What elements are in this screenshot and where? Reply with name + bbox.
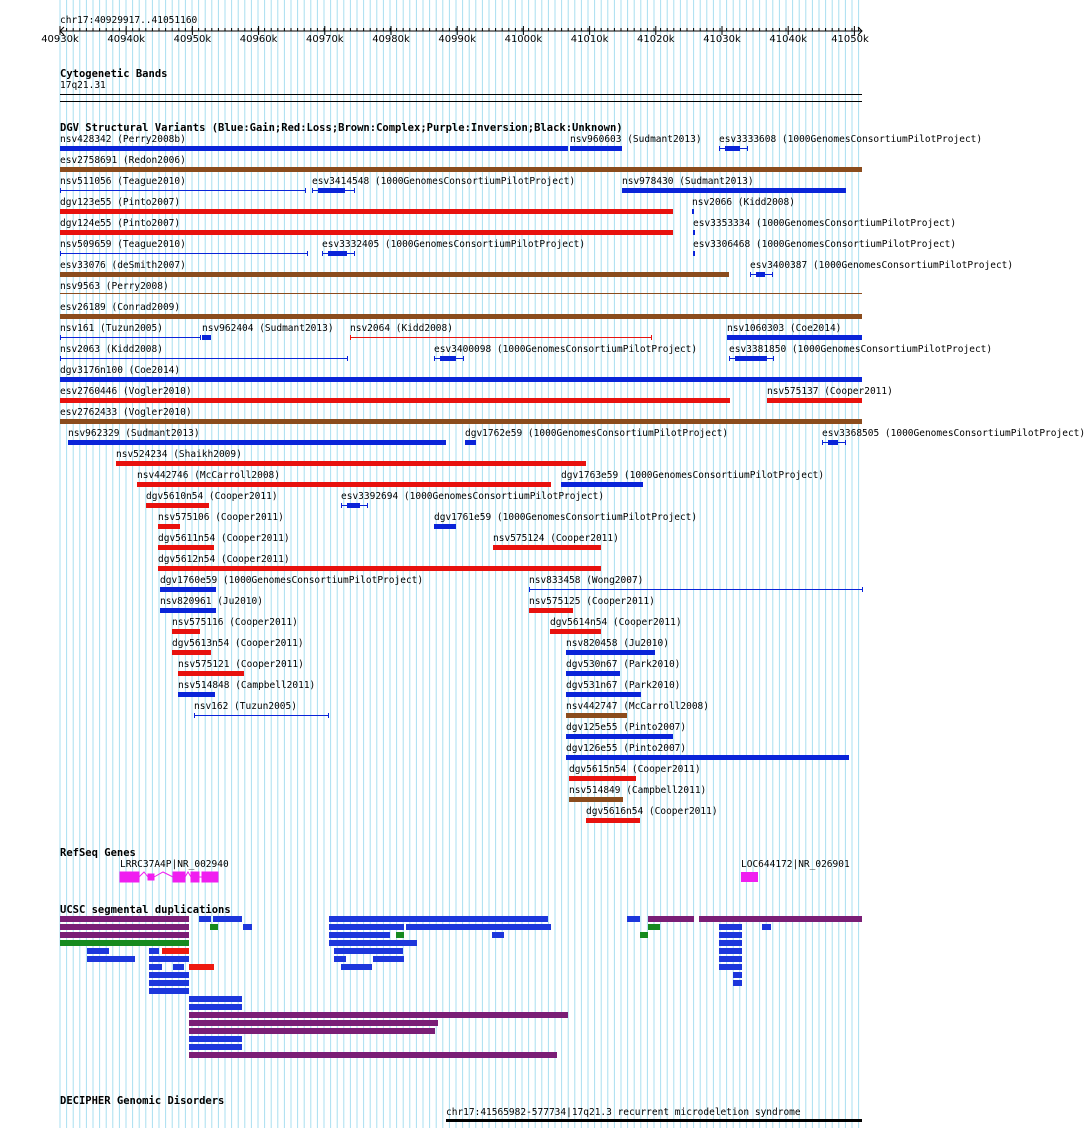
- cytoband-label: 17q21.31: [60, 80, 106, 91]
- dgv-feature-label[interactable]: esv26189 (Conrad2009): [60, 302, 181, 313]
- dgv-feature-label[interactable]: nsv2066 (Kidd2008): [692, 197, 795, 208]
- dgv-track-title[interactable]: DGV Structural Variants (Blue:Gain;Red:Loss;Brown:Complex;Purple:Inversion;Black:Unknown): [60, 122, 623, 134]
- segdup-block: [341, 964, 372, 970]
- dgv-feature-block[interactable]: [828, 440, 838, 445]
- dgv-feature-label[interactable]: dgv530n67 (Park2010): [566, 659, 681, 670]
- dgv-feature-label[interactable]: esv3333608 (1000GenomesConsortiumPilotProject): [719, 134, 983, 145]
- dgv-feature-label[interactable]: esv2758691 (Redon2006): [60, 155, 186, 166]
- segdup-block: [719, 924, 742, 930]
- ruler-tick-label: 41050k: [831, 34, 869, 45]
- dgv-feature-bar[interactable]: [767, 398, 862, 403]
- dgv-feature-bar[interactable]: [493, 545, 601, 550]
- dgv-feature-cap: [750, 272, 751, 277]
- segdup-block: [189, 1004, 242, 1010]
- dgv-feature-label[interactable]: esv33076 (deSmith2007): [60, 260, 186, 271]
- dgv-feature-label[interactable]: dgv1761e59 (1000GenomesConsortiumPilotProject): [434, 512, 698, 523]
- segdup-block: [719, 964, 742, 970]
- segdup-block: [733, 972, 742, 978]
- dgv-feature-label[interactable]: dgv5610n54 (Cooper2011): [146, 491, 278, 502]
- segdup-block: [189, 1036, 242, 1042]
- dgv-feature-label[interactable]: dgv3176n100 (Coe2014): [60, 365, 181, 376]
- segdup-block: [719, 948, 742, 954]
- dgv-feature-cap: [200, 335, 201, 340]
- position-label: chr17:40929917..41051160: [60, 15, 198, 26]
- dgv-feature-cap: [328, 713, 329, 718]
- dgv-feature-label[interactable]: dgv531n67 (Park2010): [566, 680, 681, 691]
- dgv-feature-label[interactable]: esv3392694 (1000GenomesConsortiumPilotProject): [341, 491, 605, 502]
- segdup-block: [60, 940, 189, 946]
- dgv-feature-bar[interactable]: [158, 524, 180, 529]
- refseq-gene-label[interactable]: LRRC37A4P|NR_002940: [120, 859, 229, 870]
- dgv-feature-bar[interactable]: [178, 692, 215, 697]
- dgv-feature-cap: [350, 335, 351, 340]
- segdup-block: [329, 916, 548, 922]
- dgv-feature-cap: [747, 146, 748, 151]
- dgv-feature-label[interactable]: esv3400387 (1000GenomesConsortiumPilotProject): [750, 260, 1014, 271]
- segdup-block: [189, 1020, 438, 1026]
- dgv-feature-label[interactable]: nsv161 (Tuzun2005): [60, 323, 163, 334]
- dgv-feature-bar[interactable]: [68, 440, 446, 445]
- dgv-feature-bar[interactable]: [566, 713, 627, 718]
- ruler-tick-label: 40930k: [41, 34, 79, 45]
- segdup-block: [699, 916, 862, 922]
- dgv-feature-bar[interactable]: [146, 503, 209, 508]
- dgv-feature-label[interactable]: nsv514849 (Campbell2011): [569, 785, 707, 796]
- decipher-track-title[interactable]: DECIPHER Genomic Disorders: [60, 1095, 225, 1107]
- dgv-feature-bar[interactable]: [172, 629, 200, 634]
- dgv-feature-block[interactable]: [735, 356, 767, 361]
- dgv-feature-label[interactable]: esv2760446 (Vogler2010): [60, 386, 192, 397]
- dgv-feature-label[interactable]: esv3414548 (1000GenomesConsortiumPilotProject): [312, 176, 576, 187]
- dgv-feature-label[interactable]: nsv511056 (Teague2010): [60, 176, 186, 187]
- segdup-block: [213, 916, 242, 922]
- ruler-tick-label: 40960k: [239, 34, 278, 45]
- dgv-feature-cap: [729, 356, 730, 361]
- segdup-block: [329, 940, 417, 946]
- dgv-feature-cap: [354, 251, 355, 256]
- dgv-feature-label[interactable]: nsv575121 (Cooper2011): [178, 659, 304, 670]
- lrrc37a4p-gene: [120, 872, 218, 882]
- dgv-feature-cap: [845, 440, 846, 445]
- dgv-feature-label[interactable]: nsv1060303 (Coe2014): [727, 323, 842, 334]
- dgv-feature-bar[interactable]: [60, 146, 568, 151]
- dgv-feature-bar[interactable]: [60, 272, 729, 277]
- dgv-feature-label[interactable]: nsv978430 (Sudmant2013): [622, 176, 754, 187]
- segdup-block: [492, 932, 504, 938]
- ruler-tick-label: 40950k: [173, 34, 212, 45]
- dgv-feature-label[interactable]: nsv2064 (Kidd2008): [350, 323, 453, 334]
- dgv-feature-bar[interactable]: [529, 608, 573, 613]
- dgv-feature-line[interactable]: [60, 337, 200, 338]
- dgv-feature-cap: [60, 335, 61, 340]
- ruler-tick-label: 41030k: [703, 34, 741, 45]
- dgv-feature-label[interactable]: esv2762433 (Vogler2010): [60, 407, 192, 418]
- dgv-feature-cap: [719, 146, 720, 151]
- dgv-feature-label[interactable]: nsv960603 (Sudmant2013): [570, 134, 702, 145]
- dgv-feature-bar[interactable]: [693, 230, 695, 235]
- segdup-block: [189, 1028, 435, 1034]
- dgv-feature-label[interactable]: esv3332405 (1000GenomesConsortiumPilotProject): [322, 239, 586, 250]
- dgv-feature-bar[interactable]: [158, 545, 214, 550]
- dgv-feature-bar[interactable]: [60, 419, 862, 424]
- dgv-feature-block[interactable]: [328, 251, 347, 256]
- dgv-feature-label[interactable]: nsv820458 (Ju2010): [566, 638, 669, 649]
- segdup-block: [396, 932, 404, 938]
- segdup-block: [60, 924, 189, 930]
- dgv-feature-bar[interactable]: [569, 797, 623, 802]
- refseq-gene-label[interactable]: LOC644172|NR_026901: [741, 859, 850, 870]
- dgv-feature-line[interactable]: [60, 190, 305, 191]
- segdup-block: [627, 916, 640, 922]
- cytoband-line: [60, 94, 862, 95]
- dgv-feature-label[interactable]: dgv5615n54 (Cooper2011): [569, 764, 701, 775]
- segdup-block: [149, 956, 189, 962]
- dgv-feature-label[interactable]: dgv5612n54 (Cooper2011): [158, 554, 290, 565]
- dgv-feature-line[interactable]: [350, 337, 651, 338]
- dgv-feature-label[interactable]: dgv126e55 (Pinto2007): [566, 743, 687, 754]
- segdup-block: [329, 924, 404, 930]
- dgv-feature-label[interactable]: nsv514848 (Campbell2011): [178, 680, 316, 691]
- dgv-feature-label[interactable]: dgv1760e59 (1000GenomesConsortiumPilotProject): [160, 575, 424, 586]
- dgv-feature-bar[interactable]: [561, 482, 643, 487]
- segdup-block: [648, 924, 660, 930]
- dgv-feature-line[interactable]: [60, 253, 307, 254]
- dgv-feature-cap: [60, 356, 61, 361]
- dgv-feature-block[interactable]: [318, 188, 345, 193]
- dgv-feature-label[interactable]: nsv162 (Tuzun2005): [194, 701, 297, 712]
- dgv-feature-cap: [862, 587, 863, 592]
- dgv-feature-bar[interactable]: [693, 251, 695, 256]
- dgv-feature-cap: [651, 335, 652, 340]
- dgv-feature-label[interactable]: dgv5614n54 (Cooper2011): [550, 617, 682, 628]
- dgv-feature-label[interactable]: esv3306468 (1000GenomesConsortiumPilotProject): [693, 239, 957, 250]
- dgv-feature-label[interactable]: nsv9563 (Perry2008): [60, 281, 169, 292]
- dgv-feature-cap: [773, 356, 774, 361]
- segdup-block: [149, 980, 189, 986]
- segdup-block: [762, 924, 771, 930]
- segdup-block: [199, 916, 211, 922]
- segdup-block: [149, 964, 162, 970]
- dgv-feature-bar[interactable]: [727, 335, 862, 340]
- dgv-feature-label[interactable]: esv3400098 (1000GenomesConsortiumPilotProject): [434, 344, 698, 355]
- ruler-tick-label: 40990k: [438, 34, 476, 45]
- loc644172-gene: [741, 872, 758, 882]
- dgv-feature-label[interactable]: nsv524234 (Shaikh2009): [116, 449, 242, 460]
- dgv-feature-cap: [463, 356, 464, 361]
- segdup-block: [60, 932, 189, 938]
- dgv-feature-label[interactable]: dgv5616n54 (Cooper2011): [586, 806, 718, 817]
- dgv-feature-bar[interactable]: [60, 230, 673, 235]
- ruler-tick-label: 40980k: [372, 34, 410, 45]
- dgv-feature-cap: [772, 272, 773, 277]
- decipher-feature-bar[interactable]: [446, 1119, 862, 1122]
- ruler-tick-label: 40940k: [107, 34, 145, 45]
- dgv-feature-bar[interactable]: [137, 482, 551, 487]
- dgv-feature-line[interactable]: [194, 715, 328, 716]
- segdup-block: [189, 1052, 557, 1058]
- dgv-feature-bar[interactable]: [60, 377, 862, 382]
- segdup-block: [733, 980, 742, 986]
- dgv-feature-bar[interactable]: [569, 776, 636, 781]
- dgv-feature-bar[interactable]: [172, 650, 211, 655]
- segdup-block: [719, 956, 742, 962]
- dgv-feature-label[interactable]: nsv833458 (Wong2007): [529, 575, 644, 586]
- dgv-feature-label[interactable]: nsv575106 (Cooper2011): [158, 512, 284, 523]
- dgv-feature-bar[interactable]: [566, 734, 673, 739]
- dgv-feature-block[interactable]: [347, 503, 360, 508]
- dgv-feature-label[interactable]: nsv575116 (Cooper2011): [172, 617, 298, 628]
- dgv-feature-bar[interactable]: [692, 209, 694, 214]
- dgv-feature-bar[interactable]: [566, 650, 655, 655]
- dgv-feature-bar[interactable]: [586, 818, 640, 823]
- segdup-block: [189, 996, 242, 1002]
- segdup-block: [87, 948, 109, 954]
- dgv-feature-label[interactable]: nsv575124 (Cooper2011): [493, 533, 619, 544]
- dgv-feature-label[interactable]: esv3381850 (1000GenomesConsortiumPilotProject): [729, 344, 993, 355]
- dgv-feature-bar[interactable]: [434, 524, 456, 529]
- dgv-feature-bar[interactable]: [60, 398, 730, 403]
- segdup-block: [60, 916, 189, 922]
- dgv-feature-label[interactable]: dgv1762e59 (1000GenomesConsortiumPilotProject): [465, 428, 729, 439]
- dgv-feature-block[interactable]: [756, 272, 765, 277]
- dgv-feature-label[interactable]: dgv1763e59 (1000GenomesConsortiumPilotProject): [561, 470, 825, 481]
- decipher-feature-label[interactable]: chr17:41565982-577734|17q21.3 recurrent microdeletion syndrome: [446, 1107, 801, 1118]
- ruler-tick-label: 41010k: [570, 34, 609, 45]
- dgv-feature-label[interactable]: nsv442746 (McCarroll2008): [137, 470, 280, 481]
- dgv-feature-label[interactable]: nsv820961 (Ju2010): [160, 596, 263, 607]
- dgv-feature-bar[interactable]: [570, 146, 622, 151]
- ruler-tick-label: 41040k: [769, 34, 807, 45]
- segdup-block: [719, 940, 742, 946]
- dgv-feature-bar[interactable]: [178, 671, 244, 676]
- dgv-feature-label[interactable]: dgv5611n54 (Cooper2011): [158, 533, 290, 544]
- dgv-feature-cap: [194, 713, 195, 718]
- dgv-feature-label[interactable]: dgv125e55 (Pinto2007): [566, 722, 687, 733]
- dgv-feature-label[interactable]: nsv2063 (Kidd2008): [60, 344, 163, 355]
- dgv-feature-cap: [529, 587, 530, 592]
- segdup-block: [189, 1012, 568, 1018]
- dgv-feature-bar[interactable]: [465, 440, 476, 445]
- segdup-block: [640, 932, 648, 938]
- dgv-feature-bar[interactable]: [116, 461, 586, 466]
- dgv-feature-cap: [341, 503, 342, 508]
- dgv-feature-bar[interactable]: [160, 608, 216, 613]
- dgv-feature-label[interactable]: nsv962329 (Sudmant2013): [68, 428, 200, 439]
- dgv-feature-label[interactable]: esv3368505 (1000GenomesConsortiumPilotProject): [822, 428, 1085, 439]
- dgv-feature-line[interactable]: [60, 358, 347, 359]
- segdup-block: [719, 932, 742, 938]
- dgv-feature-bar[interactable]: [566, 671, 620, 676]
- dgv-feature-label[interactable]: nsv575137 (Cooper2011): [767, 386, 893, 397]
- dgv-feature-cap: [367, 503, 368, 508]
- dgv-feature-cap: [307, 251, 308, 256]
- dgv-feature-cap: [312, 188, 313, 193]
- ruler-tick-label: 41000k: [504, 34, 543, 45]
- segdup-block: [87, 956, 135, 962]
- segdup-block: [189, 1044, 242, 1050]
- segdup-block: [329, 932, 390, 938]
- dgv-feature-label[interactable]: esv3353334 (1000GenomesConsortiumPilotProject): [693, 218, 957, 229]
- segdup-block: [243, 924, 252, 930]
- dgv-feature-cap: [347, 356, 348, 361]
- dgv-feature-label[interactable]: nsv442747 (McCarroll2008): [566, 701, 709, 712]
- dgv-feature-bar[interactable]: [158, 566, 601, 571]
- dgv-feature-block[interactable]: [725, 146, 740, 151]
- segdup-block: [334, 948, 403, 954]
- dgv-feature-cap: [60, 251, 61, 256]
- segdup-block: [648, 916, 694, 922]
- dgv-feature-cap: [60, 188, 61, 193]
- segdup-block: [173, 964, 184, 970]
- segdup-block: [149, 948, 159, 954]
- ruler-tick-label: 40970k: [305, 34, 344, 45]
- cytoband-line-bottom: [60, 101, 862, 102]
- segdup-block: [189, 964, 214, 970]
- dgv-feature-bar[interactable]: [566, 692, 641, 697]
- dgv-feature-bar[interactable]: [60, 293, 862, 294]
- segdup-block: [334, 956, 346, 962]
- dgv-feature-bar[interactable]: [60, 167, 862, 172]
- segdup-block: [149, 972, 189, 978]
- dgv-feature-cap: [354, 188, 355, 193]
- segdup-block: [373, 956, 404, 962]
- segdups-track-title[interactable]: UCSC segmental duplications: [60, 904, 231, 916]
- dgv-feature-block[interactable]: [440, 356, 456, 361]
- dgv-feature-bar[interactable]: [550, 629, 601, 634]
- dgv-feature-label[interactable]: dgv123e55 (Pinto2007): [60, 197, 181, 208]
- refseq-track-title[interactable]: RefSeq Genes: [60, 847, 136, 859]
- dgv-feature-cap: [822, 440, 823, 445]
- dgv-feature-bar[interactable]: [622, 188, 846, 193]
- dgv-feature-bar[interactable]: [60, 209, 673, 214]
- dgv-feature-bar[interactable]: [160, 587, 216, 592]
- cytoband-track-title[interactable]: Cytogenetic Bands: [60, 68, 168, 80]
- dgv-feature-label[interactable]: nsv575125 (Cooper2011): [529, 596, 655, 607]
- dgv-feature-label[interactable]: dgv124e55 (Pinto2007): [60, 218, 181, 229]
- dgv-feature-label[interactable]: nsv962404 (Sudmant2013): [202, 323, 334, 334]
- dgv-feature-label[interactable]: nsv509659 (Teague2010): [60, 239, 186, 250]
- segdup-block: [406, 924, 551, 930]
- refseq-gene-model[interactable]: [0, 868, 890, 888]
- dgv-feature-cap: [434, 356, 435, 361]
- dgv-feature-bar[interactable]: [202, 335, 211, 340]
- dgv-feature-bar[interactable]: [566, 755, 849, 760]
- dgv-feature-line[interactable]: [529, 589, 862, 590]
- dgv-feature-cap: [305, 188, 306, 193]
- dgv-feature-bar[interactable]: [60, 314, 862, 319]
- segdup-block: [210, 924, 218, 930]
- segdup-block: [162, 948, 189, 954]
- dgv-feature-cap: [322, 251, 323, 256]
- dgv-feature-label[interactable]: nsv428342 (Perry2008b): [60, 134, 186, 145]
- ruler-tick-label: 41020k: [636, 34, 675, 45]
- dgv-feature-label[interactable]: dgv5613n54 (Cooper2011): [172, 638, 304, 649]
- segdups-features[interactable]: [0, 900, 890, 1060]
- segdup-block: [149, 988, 189, 994]
